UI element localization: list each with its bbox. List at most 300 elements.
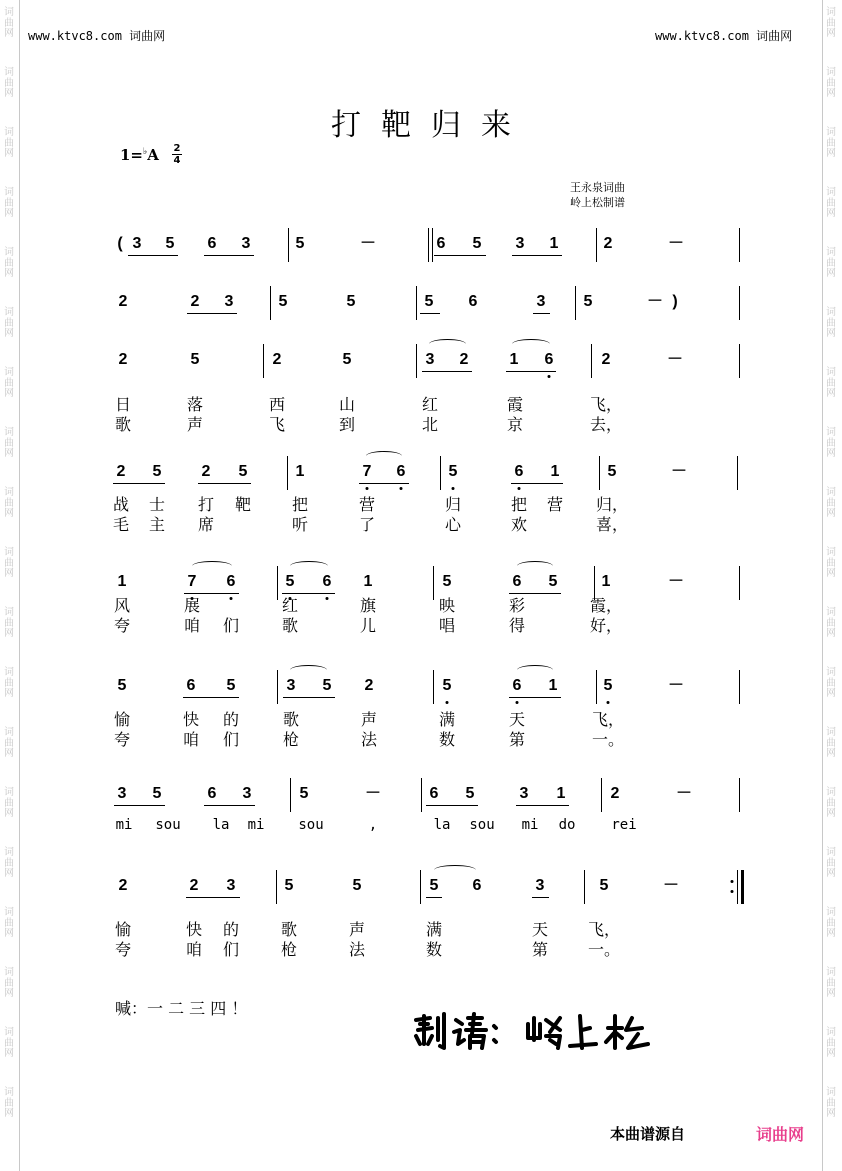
note: 2	[118, 351, 128, 368]
bar-line	[290, 778, 291, 812]
lyric-char: 咱	[182, 730, 200, 749]
lyric-char: 数	[425, 940, 443, 959]
octave-dot	[452, 487, 455, 490]
lyric-char: 归	[444, 495, 462, 514]
note: 5	[299, 785, 309, 802]
octave-dot	[366, 487, 369, 490]
lyric-char: 霞，	[589, 596, 623, 615]
lyric-char: 京	[506, 415, 524, 434]
lyric-char: 战	[112, 495, 130, 514]
lyric-char: 天	[508, 710, 526, 729]
lyric-char: 咱	[185, 940, 203, 959]
time-signature: 2 4	[173, 143, 181, 166]
side-watermark-text: 词 曲 网	[4, 7, 14, 39]
note: －	[675, 785, 693, 802]
bar-line	[599, 456, 600, 490]
bar-line	[428, 228, 429, 262]
note: 2	[201, 463, 211, 480]
note: 5	[342, 351, 352, 368]
slur	[290, 561, 328, 571]
note: 5	[284, 877, 294, 894]
bar-line	[433, 670, 434, 704]
note: 3	[224, 293, 234, 310]
bar-line	[277, 670, 278, 704]
note: 6	[186, 677, 196, 694]
lyric-char: 红	[421, 395, 439, 414]
bar-line	[739, 566, 740, 600]
note: 5	[442, 677, 452, 694]
side-watermark-text: 词 曲 网	[826, 847, 836, 879]
side-watermark-text: 词 曲 网	[4, 307, 14, 339]
slur	[434, 865, 476, 875]
solfege-syllable: la	[433, 817, 451, 833]
note: 2	[364, 677, 374, 694]
slur	[192, 561, 232, 571]
credit-transcriber: 岭上松制谱	[570, 196, 625, 209]
solfege-syllable: sou	[155, 817, 181, 833]
paren-mark: (	[117, 235, 123, 252]
final-barline	[741, 870, 744, 904]
note: 3	[226, 877, 236, 894]
slur	[517, 665, 553, 675]
beam-underline	[434, 255, 486, 256]
lyric-char: 法	[360, 730, 378, 749]
side-watermark-text: 词 曲 网	[826, 787, 836, 819]
footer-brand-link[interactable]: 词曲网	[756, 1125, 805, 1144]
note: 5	[448, 463, 458, 480]
note: －	[667, 573, 685, 590]
lyric-char: 喜，	[595, 515, 629, 534]
note: －	[666, 351, 684, 368]
bar-line	[432, 228, 433, 262]
note: 2	[459, 351, 469, 368]
note: 5	[278, 293, 288, 310]
note: 1	[549, 235, 559, 252]
note: －	[670, 463, 688, 480]
lyric-char: 咱	[183, 616, 201, 635]
lyric-char: 到	[338, 415, 356, 434]
lyric-char: 第	[531, 940, 549, 959]
beam-underline	[511, 483, 563, 484]
note: 6	[396, 463, 406, 480]
lyric-char: 歌	[281, 616, 299, 635]
repeat-dot	[731, 890, 734, 893]
bar-line	[277, 566, 278, 600]
note: 1	[548, 677, 558, 694]
note: 6	[436, 235, 446, 252]
header-site-left[interactable]: www.ktvc8.com 词曲网	[28, 29, 166, 43]
solfege-syllable: ,	[368, 817, 378, 833]
lyric-char: 营	[546, 495, 564, 514]
note: 2	[118, 877, 128, 894]
note: 1	[363, 573, 373, 590]
lyric-char: 风	[113, 596, 131, 615]
side-watermark-text: 词 曲 网	[4, 427, 14, 459]
side-watermark-right	[822, 0, 842, 1171]
note: 2	[601, 351, 611, 368]
bar-line	[270, 286, 271, 320]
beam-underline	[533, 313, 550, 314]
footer-source-label: 本曲谱源自	[610, 1125, 686, 1143]
bar-line	[288, 228, 289, 262]
beam-underline	[204, 805, 255, 806]
octave-dot	[230, 597, 233, 600]
note: 5	[226, 677, 236, 694]
lyric-char: 儿	[359, 616, 377, 635]
signature-seal	[410, 1010, 660, 1054]
final-barline	[737, 870, 738, 904]
key-signature: 1=♭A	[120, 146, 159, 164]
note: 6	[544, 351, 554, 368]
side-watermark-text: 词 曲 网	[826, 487, 836, 519]
note: 5	[238, 463, 248, 480]
note: 5	[165, 235, 175, 252]
side-watermark-text: 词 曲 网	[826, 367, 836, 399]
beam-underline	[509, 593, 561, 594]
side-watermark-text: 词 曲 网	[4, 247, 14, 279]
side-watermark-text: 词 曲 网	[826, 307, 836, 339]
side-watermark-text: 词 曲 网	[826, 127, 836, 159]
lyric-char: 把	[510, 495, 528, 514]
note: 5	[322, 677, 332, 694]
note: 5	[603, 677, 613, 694]
lyric-char: 欢	[510, 515, 528, 534]
note: 5	[607, 463, 617, 480]
beam-underline	[282, 593, 335, 594]
lyric-char: 席	[197, 515, 215, 534]
note: 6	[429, 785, 439, 802]
note: 5	[346, 293, 356, 310]
note: 5	[599, 877, 609, 894]
note: 5	[548, 573, 558, 590]
bar-line	[739, 228, 740, 262]
bar-line	[416, 286, 417, 320]
side-watermark-text: 词 曲 网	[4, 667, 14, 699]
bar-line	[596, 670, 597, 704]
note: 3	[242, 785, 252, 802]
note: 6	[468, 293, 478, 310]
lyric-char: 法	[348, 940, 366, 959]
octave-dot	[446, 701, 449, 704]
lyric-char: 夸	[113, 616, 131, 635]
note: 1	[509, 351, 519, 368]
beam-underline	[204, 255, 254, 256]
note: 3	[241, 235, 251, 252]
note: －	[646, 293, 664, 310]
lyric-char: 愉	[114, 920, 132, 939]
lyric-char: 的	[222, 710, 240, 729]
note: 5	[285, 573, 295, 590]
lyric-char: 天	[531, 920, 549, 939]
octave-dot	[607, 701, 610, 704]
beam-underline	[283, 697, 335, 698]
lyric-char: 枪	[280, 940, 298, 959]
bar-line	[421, 778, 422, 812]
side-watermark-text: 词 曲 网	[4, 487, 14, 519]
shout-text: 喊：一 二 三 四 ！	[115, 999, 248, 1018]
lyric-char: 归，	[595, 495, 629, 514]
side-watermark-text: 词 曲 网	[826, 727, 836, 759]
note: 3	[535, 877, 545, 894]
side-watermark-text: 词 曲 网	[826, 547, 836, 579]
lyric-char: 满	[425, 920, 443, 939]
lyric-char: 枪	[282, 730, 300, 749]
beam-underline	[198, 483, 251, 484]
note: 1	[601, 573, 611, 590]
repeat-dot	[731, 880, 734, 883]
side-watermark-text: 词 曲 网	[4, 787, 14, 819]
side-watermark-text: 词 曲 网	[826, 907, 836, 939]
lyric-char: 了	[358, 515, 376, 534]
beam-underline	[426, 805, 478, 806]
octave-dot	[400, 487, 403, 490]
bar-line	[263, 344, 264, 378]
lyric-char: 们	[222, 940, 240, 959]
lyric-char: 的	[222, 920, 240, 939]
side-watermark-text: 词 曲 网	[826, 607, 836, 639]
note: －	[667, 235, 685, 252]
lyric-char: 霞	[506, 395, 524, 414]
lyric-char: 快	[182, 710, 200, 729]
note: 7	[187, 573, 197, 590]
side-watermark-text: 词 曲 网	[826, 1027, 836, 1059]
lyric-char: 夸	[114, 940, 132, 959]
solfege-syllable: do	[558, 817, 576, 833]
octave-dot	[516, 701, 519, 704]
lyric-char: 营	[358, 495, 376, 514]
lyric-char: 北	[421, 415, 439, 434]
lyric-char: 西	[268, 395, 286, 414]
lyric-char: 主	[148, 515, 166, 534]
beam-underline	[426, 897, 442, 898]
bar-line	[739, 670, 740, 704]
note: 3	[425, 351, 435, 368]
note: 2	[603, 235, 613, 252]
lyric-char: 毛	[112, 515, 130, 534]
lyric-char: 唱	[438, 616, 456, 635]
lyric-char: 靶	[234, 495, 252, 514]
slur	[512, 339, 550, 349]
lyric-char: 一。	[591, 730, 625, 749]
note: 5	[352, 877, 362, 894]
lyric-char: 声	[348, 920, 366, 939]
side-watermark-text: 词 曲 网	[4, 1027, 14, 1059]
solfege-syllable: mi	[115, 817, 133, 833]
lyric-char: 士	[148, 495, 166, 514]
side-watermark-text: 词 曲 网	[4, 67, 14, 99]
side-watermark-text: 词 曲 网	[4, 907, 14, 939]
note: 5	[190, 351, 200, 368]
lyric-char: 满	[438, 710, 456, 729]
side-watermark-text: 词 曲 网	[4, 1087, 14, 1119]
note: －	[359, 235, 377, 252]
side-watermark-text: 词 曲 网	[826, 667, 836, 699]
solfege-syllable: rei	[611, 817, 637, 833]
bar-line	[416, 344, 417, 378]
note: 1	[295, 463, 305, 480]
lyric-char: 第	[508, 730, 526, 749]
beam-underline	[512, 255, 562, 256]
note: 5	[152, 463, 162, 480]
note: 2	[116, 463, 126, 480]
octave-dot	[326, 597, 329, 600]
side-watermark-left	[0, 0, 20, 1171]
side-watermark-text: 词 曲 网	[826, 1087, 836, 1119]
note: 6	[207, 785, 217, 802]
solfege-syllable: sou	[298, 817, 324, 833]
note: 1	[117, 573, 127, 590]
side-watermark-text: 词 曲 网	[826, 247, 836, 279]
lyric-char: 飞，	[587, 920, 621, 939]
lyric-char: 展	[183, 596, 201, 615]
beam-underline	[516, 805, 569, 806]
bar-line	[575, 286, 576, 320]
note: 3	[117, 785, 127, 802]
solfege-syllable: sou	[469, 817, 495, 833]
lyric-char: 歌	[114, 415, 132, 434]
lyric-char: 夸	[113, 730, 131, 749]
beam-underline	[532, 897, 549, 898]
side-watermark-text: 词 曲 网	[4, 847, 14, 879]
lyric-char: 得	[508, 616, 526, 635]
beam-underline	[128, 255, 178, 256]
note: 6	[512, 677, 522, 694]
header-site-right[interactable]: www.ktvc8.com 词曲网	[655, 29, 793, 43]
note: 5	[424, 293, 434, 310]
lyric-char: 飞	[268, 415, 286, 434]
note: 3	[515, 235, 525, 252]
lyric-char: 飞，	[589, 395, 623, 414]
bar-line	[433, 566, 434, 600]
side-watermark-text: 词 曲 网	[4, 727, 14, 759]
note: 5	[152, 785, 162, 802]
lyric-char: 把	[291, 495, 309, 514]
side-watermark-text: 词 曲 网	[4, 607, 14, 639]
beam-underline	[420, 313, 440, 314]
lyric-char: 落	[186, 395, 204, 414]
bar-line	[596, 228, 597, 262]
slur	[517, 561, 553, 571]
bar-line	[594, 566, 595, 600]
lyric-char: 声	[186, 415, 204, 434]
bar-line	[584, 870, 585, 904]
slur	[290, 665, 327, 675]
note: 2	[190, 293, 200, 310]
beam-underline	[187, 313, 237, 314]
lyric-char: 们	[222, 616, 240, 635]
lyric-char: 数	[438, 730, 456, 749]
note: 6	[226, 573, 236, 590]
side-watermark-text: 词 曲 网	[826, 967, 836, 999]
lyric-char: 山	[338, 395, 356, 414]
note: 3	[519, 785, 529, 802]
note: 5	[472, 235, 482, 252]
note: 5	[442, 573, 452, 590]
lyric-char: 愉	[113, 710, 131, 729]
note: －	[662, 877, 680, 894]
note: 5	[295, 235, 305, 252]
octave-dot	[518, 487, 521, 490]
beam-underline	[506, 371, 556, 372]
note: 6	[472, 877, 482, 894]
note: 2	[118, 293, 128, 310]
note: 6	[512, 573, 522, 590]
beam-underline	[422, 371, 472, 372]
note: 5	[117, 677, 127, 694]
bar-line	[276, 870, 277, 904]
lyric-char: 去，	[589, 415, 623, 434]
note: 3	[286, 677, 296, 694]
side-watermark-text: 词 曲 网	[4, 127, 14, 159]
solfege-syllable: la	[212, 817, 230, 833]
lyric-char: 打	[197, 495, 215, 514]
note: 6	[207, 235, 217, 252]
slur	[429, 339, 466, 349]
beam-underline	[113, 483, 165, 484]
bar-line	[739, 344, 740, 378]
note: 2	[610, 785, 620, 802]
lyric-char: 心	[444, 515, 462, 534]
note: －	[364, 785, 382, 802]
note: 6	[322, 573, 332, 590]
note: 5	[465, 785, 475, 802]
lyric-char: 听	[291, 515, 309, 534]
octave-dot	[548, 375, 551, 378]
lyric-char: 声	[360, 710, 378, 729]
lyric-char: 彩	[508, 596, 526, 615]
solfege-syllable: mi	[521, 817, 539, 833]
note: 1	[556, 785, 566, 802]
bar-line	[440, 456, 441, 490]
note: 2	[272, 351, 282, 368]
beam-underline	[183, 697, 239, 698]
note: 1	[550, 463, 560, 480]
lyric-char: 歌	[280, 920, 298, 939]
bar-line	[737, 456, 738, 490]
lyric-char: 好，	[589, 616, 623, 635]
credit-lyricist-composer: 王永泉词曲	[570, 181, 625, 194]
note: －	[667, 677, 685, 694]
lyric-char: 日	[114, 395, 132, 414]
lyric-char: 飞，	[591, 710, 625, 729]
beam-underline	[509, 697, 561, 698]
beam-underline	[359, 483, 409, 484]
song-title: 打靶归来	[331, 108, 531, 143]
note: 5	[429, 877, 439, 894]
beam-underline	[184, 593, 239, 594]
lyric-char: 红	[281, 596, 299, 615]
note: 3	[536, 293, 546, 310]
bar-line	[287, 456, 288, 490]
lyric-char: 们	[222, 730, 240, 749]
side-watermark-text: 词 曲 网	[4, 967, 14, 999]
paren-mark: )	[672, 293, 678, 310]
bar-line	[420, 870, 421, 904]
beam-underline	[186, 897, 240, 898]
side-watermark-text: 词 曲 网	[826, 427, 836, 459]
lyric-char: 快	[185, 920, 203, 939]
note: 5	[583, 293, 593, 310]
slur	[366, 451, 402, 461]
bar-line	[739, 778, 740, 812]
lyric-char: 歌	[282, 710, 300, 729]
side-watermark-text: 词 曲 网	[826, 7, 836, 39]
note: 2	[189, 877, 199, 894]
lyric-char: 映	[438, 596, 456, 615]
side-watermark-text: 词 曲 网	[4, 367, 14, 399]
note: 7	[362, 463, 372, 480]
lyric-char: 旗	[359, 596, 377, 615]
